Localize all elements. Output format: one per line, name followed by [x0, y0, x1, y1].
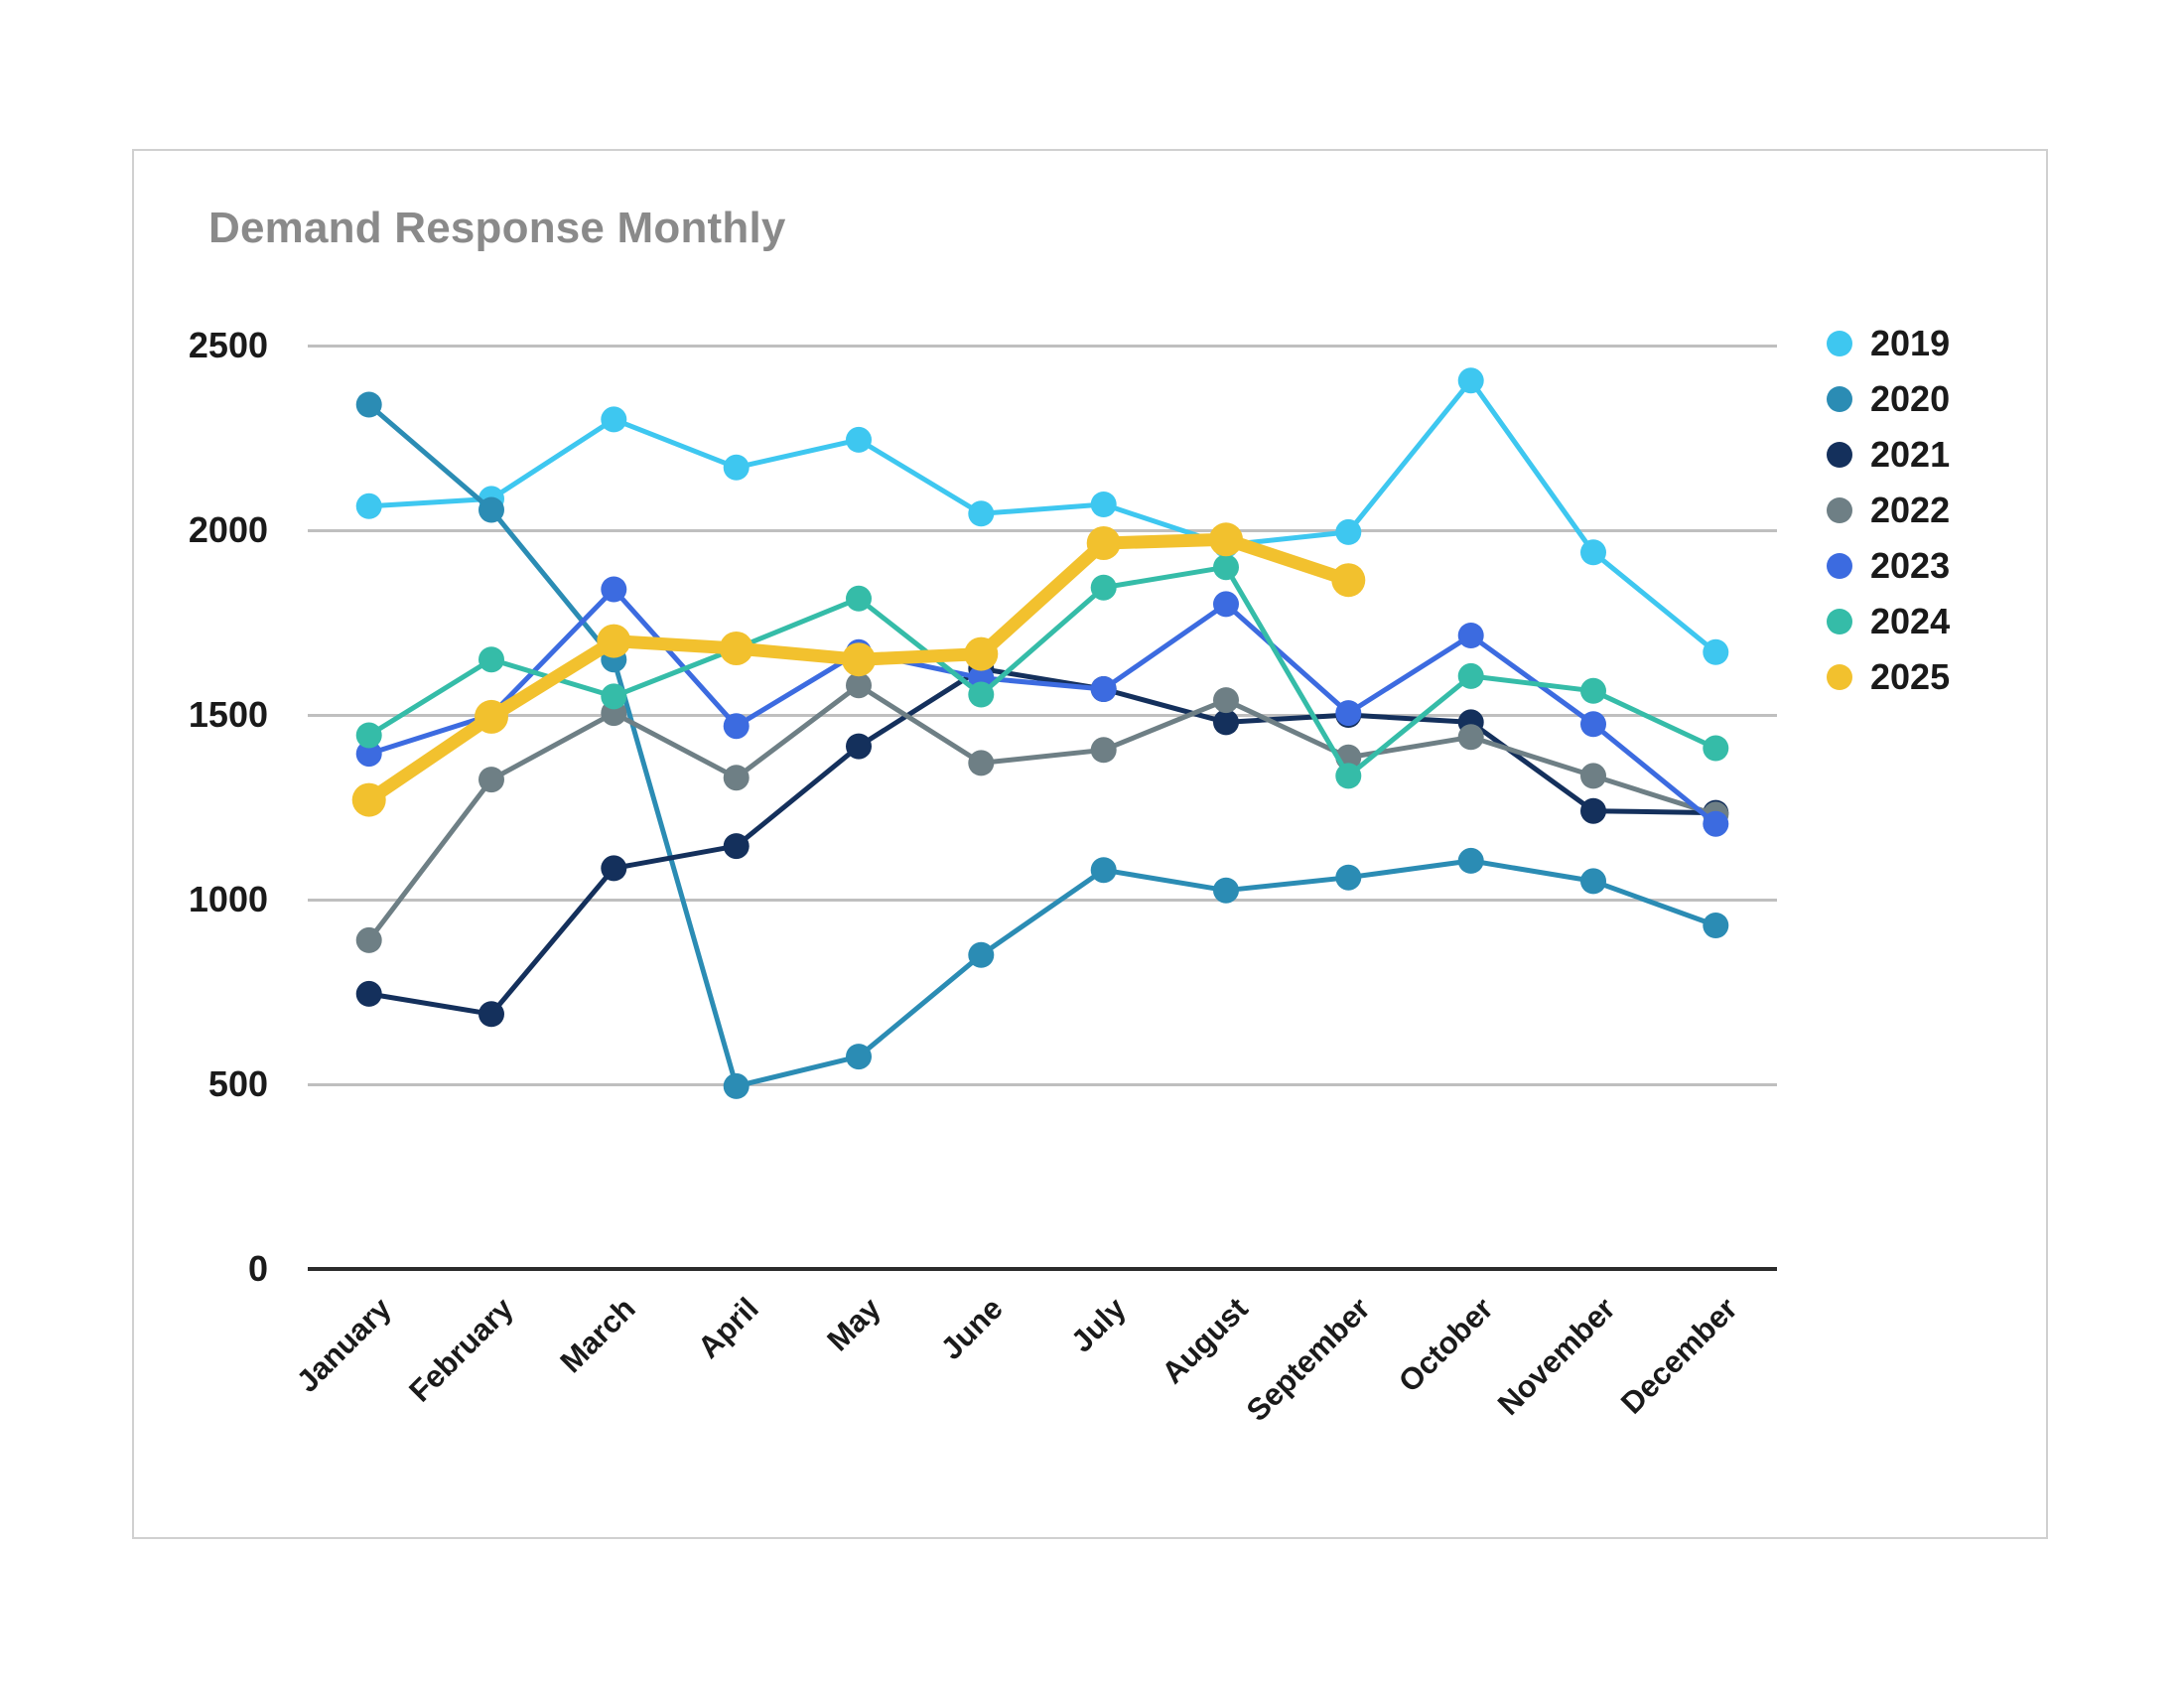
- data-point: [601, 406, 626, 432]
- legend-item-2025[interactable]: [1827, 649, 2025, 705]
- data-point: [597, 625, 630, 658]
- data-point: [846, 1044, 872, 1069]
- data-point: [968, 682, 994, 708]
- y-axis-tick-label: 2500: [188, 325, 268, 365]
- data-point: [601, 683, 626, 709]
- data-point: [1458, 623, 1484, 648]
- data-point: [356, 981, 382, 1007]
- data-point: [1703, 811, 1728, 837]
- x-axis-tick-label: March: [553, 1291, 643, 1380]
- series-2021: [356, 656, 1729, 1028]
- data-point: [968, 942, 994, 968]
- legend-item-2022[interactable]: [1827, 483, 2025, 538]
- x-axis-tick-label: December: [1614, 1291, 1745, 1421]
- data-point: [846, 586, 872, 612]
- legend-label: 2019: [1870, 323, 1951, 363]
- legend-item-2021[interactable]: [1827, 427, 2025, 483]
- data-point: [356, 392, 382, 418]
- series-2019: [356, 367, 1729, 665]
- legend-item-2023[interactable]: [1827, 538, 2025, 594]
- data-point: [475, 700, 508, 734]
- y-axis-tick-label: 1000: [188, 879, 268, 919]
- series-layer: [308, 346, 1777, 1269]
- data-point: [1458, 848, 1484, 874]
- data-point: [724, 1073, 750, 1099]
- series-line: [369, 685, 1716, 940]
- data-point: [1331, 563, 1365, 597]
- data-point: [1580, 763, 1606, 788]
- data-point: [1087, 526, 1121, 560]
- series-2023: [356, 577, 1729, 837]
- x-axis-tick-label: November: [1490, 1291, 1622, 1422]
- data-point: [1335, 700, 1361, 726]
- x-axis-tick-label: June: [934, 1291, 1011, 1366]
- legend-label: 2022: [1870, 490, 1951, 530]
- legend-label: 2024: [1870, 601, 1951, 641]
- data-point: [356, 723, 382, 749]
- data-point: [1213, 878, 1239, 904]
- legend-item-2019[interactable]: [1827, 316, 2025, 371]
- data-point: [968, 500, 994, 526]
- legend-label: 2021: [1870, 434, 1951, 475]
- data-point: [846, 427, 872, 453]
- plot-area: [188, 325, 1777, 1429]
- series-line: [369, 380, 1716, 652]
- x-axis-tick-label: February: [402, 1291, 520, 1409]
- data-point: [1703, 639, 1728, 665]
- data-point: [1213, 554, 1239, 580]
- data-point: [1091, 737, 1117, 763]
- data-point: [601, 855, 626, 881]
- data-point: [352, 783, 386, 817]
- data-point: [1091, 492, 1117, 517]
- data-point: [356, 927, 382, 953]
- x-axis-tick-label: January: [289, 1291, 398, 1399]
- legend-swatch-icon: [1827, 553, 1852, 579]
- data-point: [1335, 519, 1361, 545]
- data-point: [724, 455, 750, 481]
- data-point: [724, 765, 750, 790]
- data-point: [356, 493, 382, 519]
- legend-swatch-icon: [1827, 386, 1852, 412]
- y-axis-tick-label: 500: [207, 1063, 268, 1104]
- data-point: [478, 1001, 504, 1027]
- data-point: [1580, 678, 1606, 704]
- legend-item-2020[interactable]: [1827, 371, 2025, 427]
- chart-title: Demand Response Monthly: [208, 204, 786, 252]
- data-point: [1213, 687, 1239, 713]
- data-point: [1091, 857, 1117, 883]
- y-axis-tick-label: 0: [247, 1248, 268, 1289]
- data-point: [964, 637, 998, 671]
- data-point: [1213, 591, 1239, 617]
- data-point: [842, 642, 876, 676]
- data-point: [846, 734, 872, 760]
- data-point: [1458, 367, 1484, 393]
- series-line: [369, 669, 1716, 1015]
- series-line: [369, 590, 1716, 824]
- data-point: [968, 750, 994, 775]
- x-axis-tick-label: April: [690, 1291, 765, 1365]
- data-point: [1091, 676, 1117, 702]
- x-axis-tick-label: August: [1155, 1291, 1255, 1391]
- y-axis-tick-label: 1500: [188, 694, 268, 735]
- data-point: [724, 713, 750, 739]
- data-point: [1458, 663, 1484, 689]
- data-point: [724, 833, 750, 859]
- legend-item-2024[interactable]: [1827, 594, 2025, 649]
- legend-swatch-icon: [1827, 497, 1852, 523]
- series-2020: [356, 392, 1729, 1099]
- x-axis-tick-label: October: [1391, 1291, 1500, 1399]
- data-point: [1703, 736, 1728, 762]
- data-point: [1091, 575, 1117, 601]
- data-point: [1335, 763, 1361, 788]
- data-point: [1335, 865, 1361, 891]
- legend-label: 2020: [1870, 378, 1951, 419]
- x-axis-tick-label: September: [1240, 1291, 1378, 1429]
- y-axis-tick-label: 2000: [188, 509, 268, 550]
- data-point: [720, 632, 753, 665]
- legend-swatch-icon: [1827, 609, 1852, 634]
- data-point: [1580, 539, 1606, 565]
- data-point: [1213, 709, 1239, 735]
- legend-label: 2025: [1870, 656, 1951, 697]
- data-point: [478, 497, 504, 523]
- legend-swatch-icon: [1827, 331, 1852, 356]
- data-point: [478, 646, 504, 672]
- legend-label: 2023: [1870, 545, 1951, 586]
- chart-legend: [1827, 316, 2025, 705]
- legend-swatch-icon: [1827, 664, 1852, 690]
- data-point: [1703, 913, 1728, 938]
- data-point: [1458, 724, 1484, 750]
- data-point: [478, 767, 504, 792]
- x-axis-tick-label: May: [820, 1291, 887, 1358]
- data-point: [1580, 711, 1606, 737]
- legend-swatch-icon: [1827, 442, 1852, 468]
- x-axis-tick-label: July: [1063, 1291, 1133, 1359]
- data-point: [1580, 868, 1606, 894]
- data-point: [1580, 798, 1606, 824]
- data-point: [1209, 522, 1243, 556]
- data-point: [601, 577, 626, 603]
